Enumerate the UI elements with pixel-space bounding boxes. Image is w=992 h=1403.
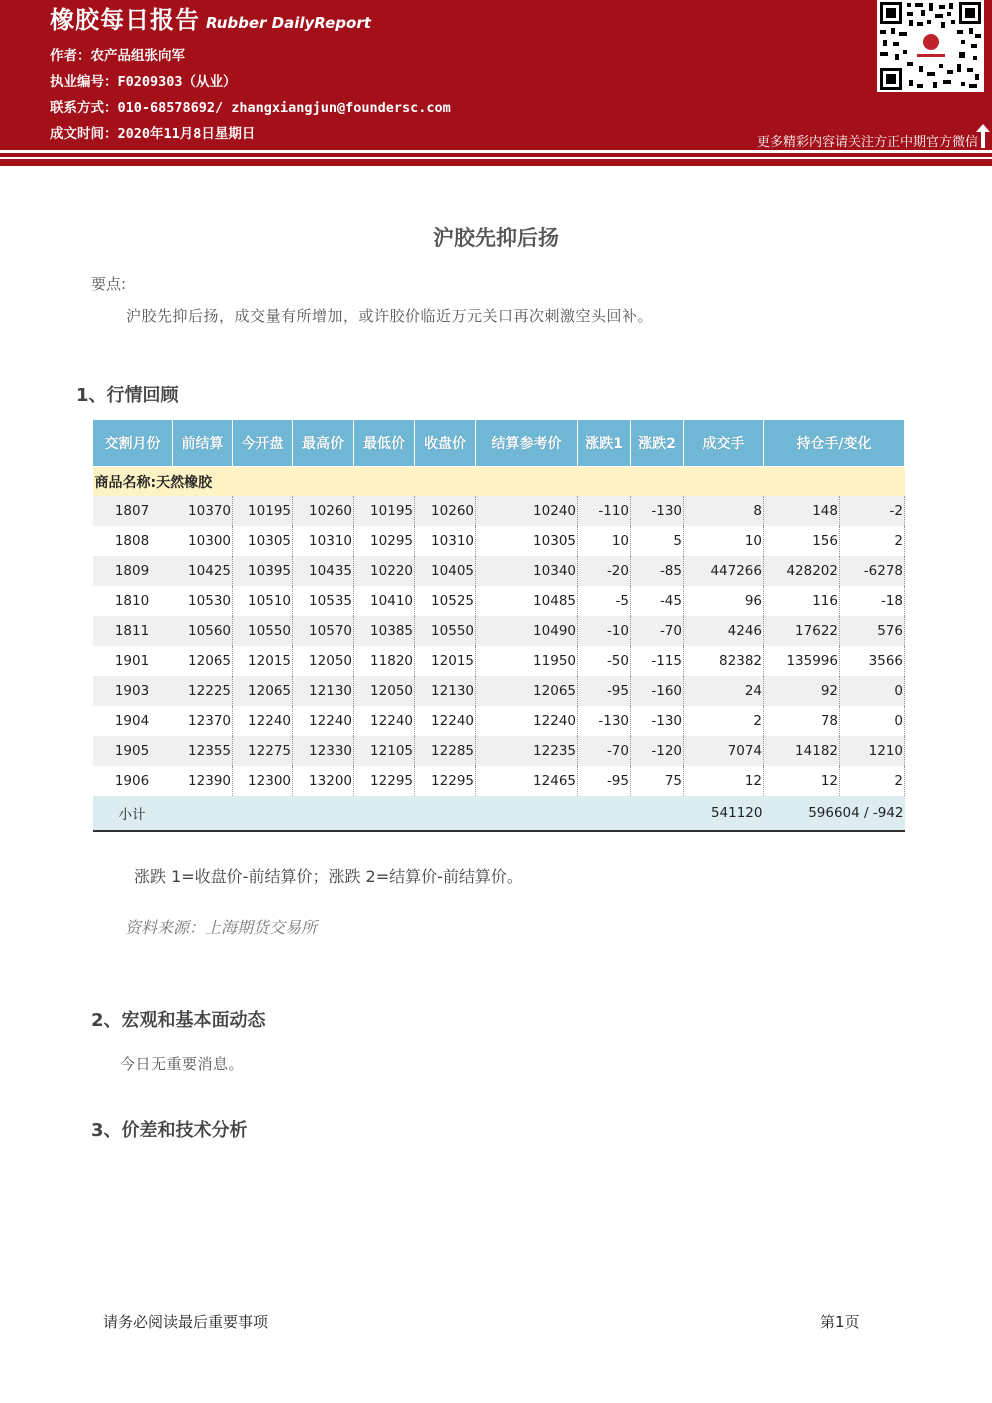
table-cell: 10435 [293, 556, 354, 586]
table-cell: 3566 [840, 646, 905, 676]
table-cell: 1809 [93, 556, 173, 586]
table-cell: 12355 [173, 736, 233, 766]
subtotal-row [93, 796, 905, 831]
table-row [93, 676, 905, 706]
table-cell: -45 [631, 586, 684, 616]
table-cell: -130 [578, 706, 631, 736]
table-cell: 5 [631, 526, 684, 556]
table-cell: -85 [631, 556, 684, 586]
table-cell: 12 [684, 766, 764, 796]
up-arrow-icon [976, 124, 990, 148]
table-cell: 10410 [354, 586, 415, 616]
col-header: 今开盘 [233, 420, 293, 467]
table-cell: 10260 [293, 496, 354, 526]
data-source: 资料来源：上海期货交易所 [125, 918, 318, 937]
table-cell: 1905 [93, 736, 173, 766]
table-cell: 10405 [415, 556, 476, 586]
table-cell: 12130 [415, 676, 476, 706]
key-points-text: 沪胶先抑后扬，成交量有所增加，或许胶价临近万元关口再次刺激空头回补。 [126, 307, 654, 325]
table-cell: 10220 [354, 556, 415, 586]
header-divider [0, 159, 992, 166]
table-header-row [93, 420, 905, 467]
table-cell: 24 [684, 676, 764, 706]
col-header: 持仓手/变化 [764, 420, 905, 467]
category-row [93, 467, 905, 497]
subtotal-label: 小计 [93, 796, 173, 831]
table-cell: -20 [578, 556, 631, 586]
table-row [93, 766, 905, 796]
table-cell: 12235 [476, 736, 578, 766]
table-cell: 10 [684, 526, 764, 556]
table-cell: 10570 [293, 616, 354, 646]
table-cell: -2 [840, 496, 905, 526]
table-cell: 10340 [476, 556, 578, 586]
table-cell: 12015 [233, 646, 293, 676]
table-cell: 75 [631, 766, 684, 796]
table-cell: 12050 [293, 646, 354, 676]
footer-disclaimer: 请务必阅读最后重要事项 [103, 1313, 269, 1331]
key-points-label: 要点: [91, 275, 127, 293]
table-cell: -95 [578, 766, 631, 796]
table-cell: 2 [684, 706, 764, 736]
table-cell: 12295 [354, 766, 415, 796]
table-cell: 148 [764, 496, 840, 526]
table-cell: 1901 [93, 646, 173, 676]
table-cell: 10550 [233, 616, 293, 646]
table-cell: 92 [764, 676, 840, 706]
col-header: 涨跌1 [578, 420, 631, 467]
table-cell: 2 [840, 766, 905, 796]
table-row [93, 496, 905, 526]
table-cell: 428202 [764, 556, 840, 586]
table-cell: -110 [578, 496, 631, 526]
table-cell: 10310 [415, 526, 476, 556]
table-cell: 10485 [476, 586, 578, 616]
table-cell: 7074 [684, 736, 764, 766]
table-cell: 1808 [93, 526, 173, 556]
col-header: 成交手 [684, 420, 764, 467]
table-cell: 576 [840, 616, 905, 646]
table-cell: -6278 [840, 556, 905, 586]
table-cell: -130 [631, 706, 684, 736]
table-cell: 12285 [415, 736, 476, 766]
subtotal-empty [173, 796, 684, 831]
table-cell: 82382 [684, 646, 764, 676]
table-cell: 12390 [173, 766, 233, 796]
table-cell: 10490 [476, 616, 578, 646]
table-cell: 12240 [354, 706, 415, 736]
subtotal-volume: 541120 [684, 796, 764, 831]
table-cell: 0 [840, 706, 905, 736]
table-cell: 12105 [354, 736, 415, 766]
macro-text: 今日无重要消息。 [120, 1055, 245, 1073]
table-cell: 1903 [93, 676, 173, 706]
table-cell: -115 [631, 646, 684, 676]
table-row [93, 646, 905, 676]
col-header: 最高价 [293, 420, 354, 467]
date-line: 成文时间：2020年11月8日星期日 [50, 126, 256, 142]
table-cell: 10300 [173, 526, 233, 556]
table-cell: 10385 [354, 616, 415, 646]
table-cell: -5 [578, 586, 631, 616]
table-cell: 13200 [293, 766, 354, 796]
category-label: 商品名称:天然橡胶 [93, 467, 905, 497]
table-cell: 1210 [840, 736, 905, 766]
table-cell: 12370 [173, 706, 233, 736]
table-cell: -10 [578, 616, 631, 646]
wechat-follow-note: 更多精彩内容请关注方正中期官方微信 [756, 135, 978, 150]
table-cell: 12240 [476, 706, 578, 736]
table-cell: 17622 [764, 616, 840, 646]
table-row [93, 736, 905, 766]
table-cell: 10195 [354, 496, 415, 526]
table-cell: 116 [764, 586, 840, 616]
table-cell: -120 [631, 736, 684, 766]
report-title: 沪胶先抑后扬 [433, 226, 559, 250]
table-row [93, 586, 905, 616]
table-cell: 10305 [476, 526, 578, 556]
col-header: 交割月份 [93, 420, 173, 467]
table-cell: -18 [840, 586, 905, 616]
table-cell: 1807 [93, 496, 173, 526]
table-cell: 10530 [173, 586, 233, 616]
table-cell: 1810 [93, 586, 173, 616]
table-cell: 78 [764, 706, 840, 736]
col-header: 收盘价 [415, 420, 476, 467]
table-cell: -50 [578, 646, 631, 676]
table-cell: -95 [578, 676, 631, 706]
table-cell: 12240 [415, 706, 476, 736]
table-cell: 10560 [173, 616, 233, 646]
table-cell: 1904 [93, 706, 173, 736]
table-cell: 96 [684, 586, 764, 616]
table-cell: 4246 [684, 616, 764, 646]
table-cell: 10535 [293, 586, 354, 616]
table-cell: 10510 [233, 586, 293, 616]
col-header: 结算参考价 [476, 420, 578, 467]
license-line: 执业编号：F0209303（从业） [50, 74, 237, 90]
table-cell: 10310 [293, 526, 354, 556]
table-note: 涨跌 1=收盘价-前结算价；涨跌 2=结算价-前结算价。 [134, 867, 523, 886]
table-cell: 1811 [93, 616, 173, 646]
table-cell: 10525 [415, 586, 476, 616]
page-number: 第1页 [820, 1313, 860, 1331]
table-cell: 12 [764, 766, 840, 796]
table-cell: 12065 [476, 676, 578, 706]
table-cell: 12465 [476, 766, 578, 796]
table-cell: 10425 [173, 556, 233, 586]
table-cell: 10240 [476, 496, 578, 526]
table-cell: 10195 [233, 496, 293, 526]
table-cell: 10395 [233, 556, 293, 586]
table-cell: 12240 [293, 706, 354, 736]
table-cell: -130 [631, 496, 684, 526]
table-cell: -160 [631, 676, 684, 706]
table-row [93, 706, 905, 736]
col-header: 最低价 [354, 420, 415, 467]
table-cell: 10260 [415, 496, 476, 526]
table-cell: 12295 [415, 766, 476, 796]
col-header: 涨跌2 [631, 420, 684, 467]
table-cell: 12065 [233, 676, 293, 706]
table-cell: 10295 [354, 526, 415, 556]
table-cell: 14182 [764, 736, 840, 766]
report-brand [50, 0, 371, 35]
table-cell: -70 [631, 616, 684, 646]
table-cell: 10305 [233, 526, 293, 556]
table-cell: 12225 [173, 676, 233, 706]
brand-title-cn: 橡胶每日报告 [50, 6, 200, 34]
wechat-qr-code-icon [877, 0, 984, 92]
table-cell: 156 [764, 526, 840, 556]
table-cell: 11950 [476, 646, 578, 676]
table-row [93, 616, 905, 646]
table-cell: 12275 [233, 736, 293, 766]
author-line: 作者：农产品组张向军 [50, 48, 185, 64]
section-market-review: 1、行情回顾 [76, 385, 179, 406]
section-macro: 2、宏观和基本面动态 [91, 1010, 266, 1031]
table-cell: 12065 [173, 646, 233, 676]
table-cell: 0 [840, 676, 905, 706]
report-header [0, 0, 992, 150]
table-cell: 12015 [415, 646, 476, 676]
table-cell: 2 [840, 526, 905, 556]
table-cell: 11820 [354, 646, 415, 676]
table-cell: 12330 [293, 736, 354, 766]
table-cell: 10 [578, 526, 631, 556]
table-cell: -70 [578, 736, 631, 766]
table-row [93, 556, 905, 586]
table-cell: 12300 [233, 766, 293, 796]
table-cell: 10370 [173, 496, 233, 526]
table-cell: 1906 [93, 766, 173, 796]
subtotal-open-interest: 596604 / -942 [764, 796, 905, 831]
brand-title-en: Rubber DailyReport [206, 14, 371, 32]
contact-line: 联系方式：010-68578692/ zhangxiangjun@foundersc.com [50, 100, 451, 116]
section-spread-analysis: 3、价差和技术分析 [91, 1120, 248, 1141]
table-cell: 12050 [354, 676, 415, 706]
table-cell: 8 [684, 496, 764, 526]
table-row [93, 526, 905, 556]
table-cell: 12130 [293, 676, 354, 706]
table-cell: 135996 [764, 646, 840, 676]
table-cell: 447266 [684, 556, 764, 586]
table-cell: 12240 [233, 706, 293, 736]
table-cell: 10550 [415, 616, 476, 646]
futures-quote-table [92, 419, 905, 832]
col-header: 前结算 [173, 420, 233, 467]
